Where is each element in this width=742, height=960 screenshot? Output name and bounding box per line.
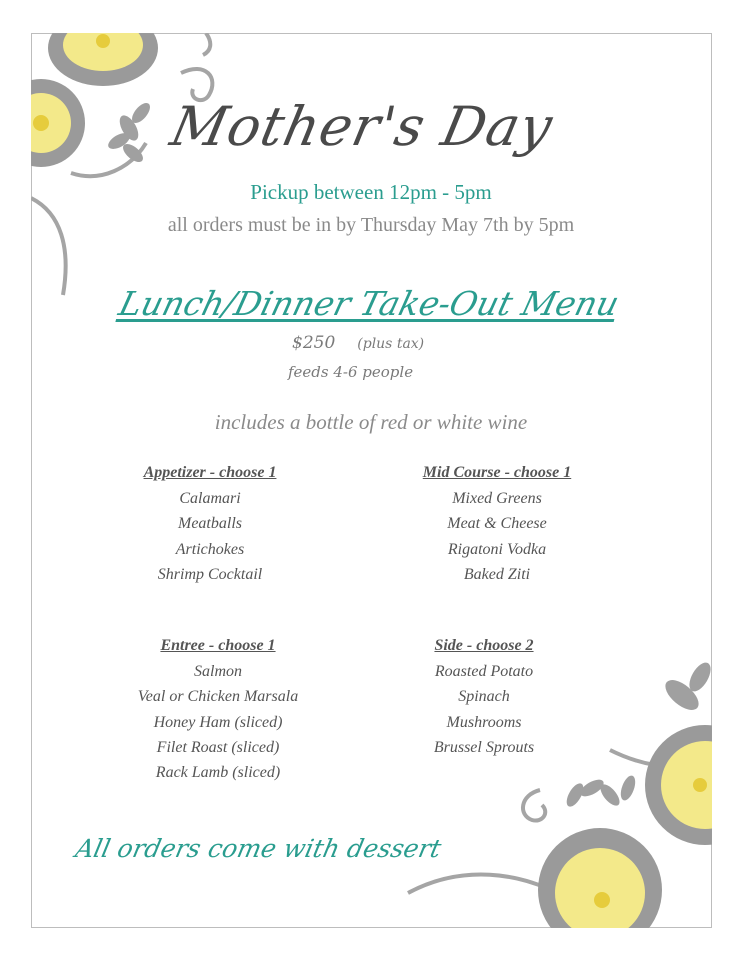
section-heading: Side - choose 2 — [434, 637, 534, 654]
floral-decoration-top-left — [31, 33, 231, 303]
pickup-time: Pickup between 12pm - 5pm — [250, 180, 492, 204]
list-item: Mixed Greens — [452, 490, 542, 507]
menu-price — [292, 333, 424, 353]
serving-size: feeds 4-6 people — [288, 363, 414, 381]
price-tax-note: (plus tax) — [357, 336, 425, 352]
list-item: Roasted Potato — [434, 663, 534, 680]
section-heading: Mid Course - choose 1 — [422, 464, 572, 481]
list-item: Artichokes — [175, 540, 245, 558]
list-item: Honey Ham (sliced) — [153, 713, 283, 731]
list-item: Filet Roast (sliced) — [156, 738, 280, 756]
appetizer-section — [110, 464, 310, 587]
price-value: $250 — [292, 333, 336, 353]
list-item: Meatballs — [178, 515, 242, 533]
order-deadline: all orders must be in by Thursday May 7th by 5pm — [167, 214, 575, 236]
page-title: Mother's Day — [165, 95, 559, 158]
section-heading: Entree - choose 1 — [160, 637, 276, 654]
side-section — [384, 637, 584, 760]
menu-title: Lunch/Dinner Take-Out Menu — [115, 284, 624, 323]
wine-note: includes a bottle of red or white wine — [214, 410, 528, 434]
list-item: Brussel Sprouts — [433, 738, 535, 756]
list-item: Rack Lamb (sliced) — [155, 764, 281, 782]
entree-section — [100, 637, 336, 785]
list-item: Baked Ziti — [463, 565, 531, 583]
list-item: Calamari — [179, 490, 241, 507]
mid-course-section — [397, 464, 597, 587]
dessert-note: All orders come with dessert — [72, 834, 444, 863]
list-item: Meat & Cheese — [447, 515, 547, 533]
list-item: Rigatoni Vodka — [447, 540, 547, 558]
list-item: Shrimp Cocktail — [157, 565, 263, 583]
list-item: Mushrooms — [446, 713, 522, 731]
list-item: Spinach — [458, 688, 510, 706]
list-item: Veal or Chicken Marsala — [137, 688, 299, 706]
list-item: Salmon — [194, 663, 242, 680]
section-heading: Appetizer - choose 1 — [143, 464, 277, 481]
